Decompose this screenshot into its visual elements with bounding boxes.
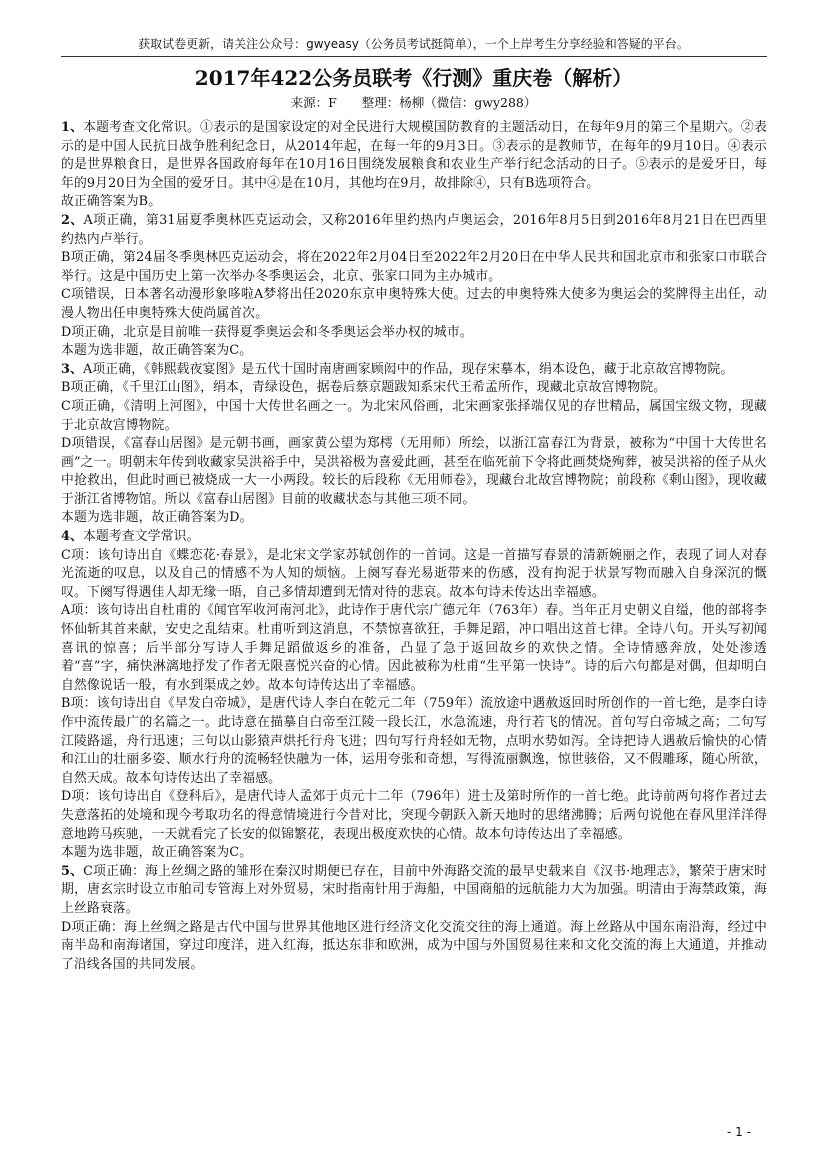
header-note: 获取试卷更新，请关注公众号：gwyeasy（公务员考试挺简单），一个上岸考生分享经验和答疑的平台。	[138, 37, 689, 51]
paragraph-text: C项：该句诗出自《蝶恋花·春景》，是北宋文学家苏轼创作的一首词。这是一首描写春景的清新婉丽之作，表现了词人对春光流逝的叹息，以及自己的情感不为人知的烦恼。上阕写春光易逝带来的伤感，没有拘泥于状景写物而融入自身深沉的慨叹。下阕写得遇佳人却无缘一晤，自己多情却遭到无情对待的悲哀。故本句诗未传达出幸福感。	[61, 547, 767, 600]
paragraph-text: C项错误，日本著名动漫形象哆啦A梦将出任2020东京申奥特殊大使。过去的申奥特殊大使多为奥运会的奖牌得主出任，动漫人物出任申奥特殊大使尚属首次。	[61, 287, 767, 321]
answer-paragraph	[61, 547, 767, 603]
answer-paragraph	[61, 863, 767, 919]
header-divider	[61, 56, 767, 57]
answer-paragraph	[61, 602, 767, 695]
paragraph-text: 故正确答案为B。	[61, 194, 162, 210]
answer-paragraph	[61, 919, 767, 975]
question-number: 3、	[61, 361, 84, 377]
paragraph-text: A项：该句诗出自杜甫的《闻官军收河南河北》，此诗作于唐代宗广德元年（763年）春。当年正月史朝义自缢，他的部将李怀仙斩其首来献，安史之乱结束。杜甫听到这消息，不禁惊喜欲狂，手舞足蹈，冲口唱出这首七律。全诗八句。开头写初闻喜讯的惊喜；后半部分写诗人手舞足蹈做返乡的准备，凸显了急于返回故乡的欢快之情。全诗情感奔放，处处渗透着“喜”字，痛快淋漓地抒发了作者无限喜悦兴奋的心情。因此被称为杜甫“生平第一快诗”。诗的后六句都是对偶，但却明白自然像说话一般，有水到渠成之妙。故本句诗传达出了幸福感。	[61, 603, 767, 693]
answer-paragraph	[61, 342, 767, 361]
document-title: 2017年422公务员联考《行测》重庆卷（解析）	[194, 66, 633, 90]
answer-paragraph	[61, 286, 767, 323]
paragraph-text: B项正确，第24届冬季奥林匹克运动会，将在2022年2月04日至2022年2月20日在中华人民共和国北京市和张家口市联合举行。这是中国历史上第一次举办冬季奥运会，北京、张家口同为主办城市。	[61, 250, 767, 284]
paragraph-text: D项：该句诗出自《登科后》，是唐代诗人孟郊于贞元十二年（796年）进士及第时所作的一首七绝。此诗前两句将作者过去失意落拓的处境和现今考取功名的得意情境进行今昔对比，突现今朝跃入新天地时的思绪沸腾；后两句说他在春风里洋洋得意地跨马疾驰，一天就看完了长安的似锦繁花，表现出极度欢快的心情。故本句诗传达出了幸福感。	[61, 789, 767, 842]
paragraph-text: A项正确，《韩熙载夜宴图》是五代十国时南唐画家顾闳中的作品，现存宋摹本，绢本设色，藏于北京故宫博物院。	[83, 361, 734, 377]
answer-paragraph	[61, 324, 767, 343]
answer-paragraph	[61, 119, 767, 193]
answer-paragraph	[61, 509, 767, 528]
paragraph-text: C项正确，《清明上河图》，中国十大传世名画之一。为北宋风俗画，北宋画家张择端仅见的存世精品，属国宝级文物，现藏于北京故宫博物院。	[61, 398, 767, 433]
answer-paragraph	[61, 361, 767, 380]
question-number: 1、	[61, 120, 84, 135]
answer-paragraph	[61, 398, 767, 435]
answer-paragraph	[61, 528, 767, 547]
paragraph-text: D项正确，北京是目前唯一获得夏季奥运会和冬季奥运会举办权的城市。	[61, 324, 473, 340]
paragraph-text: 本题考查文学常识。	[83, 529, 200, 545]
paragraph-text: B项正确，《千里江山图》，绢本，青绿设色，据卷后蔡京题跋知系宋代王希孟所作，现藏北京故宫博物院。	[61, 380, 667, 396]
answer-paragraph	[61, 193, 767, 212]
paragraph-text: 本题为选非题，故正确答案为C。	[61, 845, 253, 861]
paragraph-text: D项错误，《富春山居图》是元朝书画，画家黄公望为郑樗（无用师）所绘，以浙江富春江为背景，被称为“中国十大传世名画”之一。明朝末年传到收藏家吴洪裕手中，吴洪裕极为喜爱此画，甚至在临死前下令将此画焚烧殉葬，被吴洪裕的侄子从火中抢救出，但此时画已被烧成一大一小两段。较长的后段称《无用师卷》，现藏台北故宫博物院；前段称《剩山图》，现收藏于浙江省博物馆。所以《富春山居图》目前的收藏状态与其他三项不同。	[61, 436, 767, 507]
paragraph-text: B项：该句诗出自《早发白帝城》，是唐代诗人李白在乾元二年（759年）流放途中遇赦返回时所创作的一首七绝，是李白诗作中流传最广的名篇之一。此诗意在描摹自白帝至江陵一段长江，水急流速，舟行若飞的情况。首句写白帝城之高；二句写江陵路遥，舟行迅速；三句以山影猿声烘托行舟飞进；四句写行舟轻如无物，点明水势如泻。全诗把诗人遇赦后愉快的心情和江山的壮丽多姿、顺水行舟的流畅轻快融为一体，运用夸张和奇想，写得流丽飘逸，惊世骇俗，又不假雕琢，随心所欲，自然天成。故本句诗传达出了幸福感。	[61, 696, 767, 786]
paragraph-text: 本题考查文化常识。①表示的是国家设定的对全民进行大规模国防教育的主题活动日，在每年9月的第三个星期六。②表示的是中国人民抗日战争胜利纪念日，从2014年起，在每一年的9月3日。③表示的是教师节，在每年的9月10日。④表示的是世界粮食日，是世界各国政府每年在10月16日围绕发展粮食和农业生产举行纪念活动的日子。⑤表示的是爱牙日，每年的9月20日为全国的爱牙日。其中④是在10月，其他均在9月，故排除④，只有B选项符合。	[61, 120, 767, 191]
question-number: 4、	[61, 529, 84, 545]
answer-paragraph	[61, 249, 767, 286]
paragraph-text: D项正确：海上丝绸之路是古代中国与世界其他地区进行经济文化交流交往的海上通道。海上丝路从中国东南沿海，经过中南半岛和南海诸国，穿过印度洋，进入红海，抵达东非和欧洲，成为中国与外国贸易往来和文化交流的海上大通道，并推动了沿线各国的共同发展。	[61, 919, 767, 972]
answer-paragraph	[61, 844, 767, 863]
paragraph-text: C项正确：海上丝绸之路的雏形在秦汉时期便已存在，目前中外海路交流的最早史载来自《汉书·地理志》，繁荣于唐宋时期，唐玄宗时设立市舶司专管海上对外贸易，宋时指南针用于海船，中国商船的远航能力大为加强。明清由于海禁政策，海上丝路衰落。	[61, 863, 767, 916]
answer-paragraph	[61, 212, 767, 249]
answer-paragraph	[61, 435, 767, 509]
paragraph-text: A项正确，第31届夏季奥林匹克运动会，又称2016年里约热内卢奥运会，2016年8月5日到2016年8月21日在巴西里约热内卢举行。	[61, 212, 767, 247]
page-number: - 1 -	[727, 1125, 751, 1139]
answer-paragraph	[61, 379, 767, 398]
document-body	[61, 119, 767, 974]
source-line: 来源：F 整理：杨柳（微信：gwy288）	[290, 95, 537, 110]
question-number: 2、	[61, 212, 84, 228]
question-number: 5、	[61, 863, 84, 879]
answer-paragraph	[61, 788, 767, 844]
paragraph-text: 本题为选非题，故正确答案为C。	[61, 343, 253, 359]
paragraph-text: 本题为选非题，故正确答案为D。	[61, 510, 253, 526]
answer-paragraph	[61, 695, 767, 788]
